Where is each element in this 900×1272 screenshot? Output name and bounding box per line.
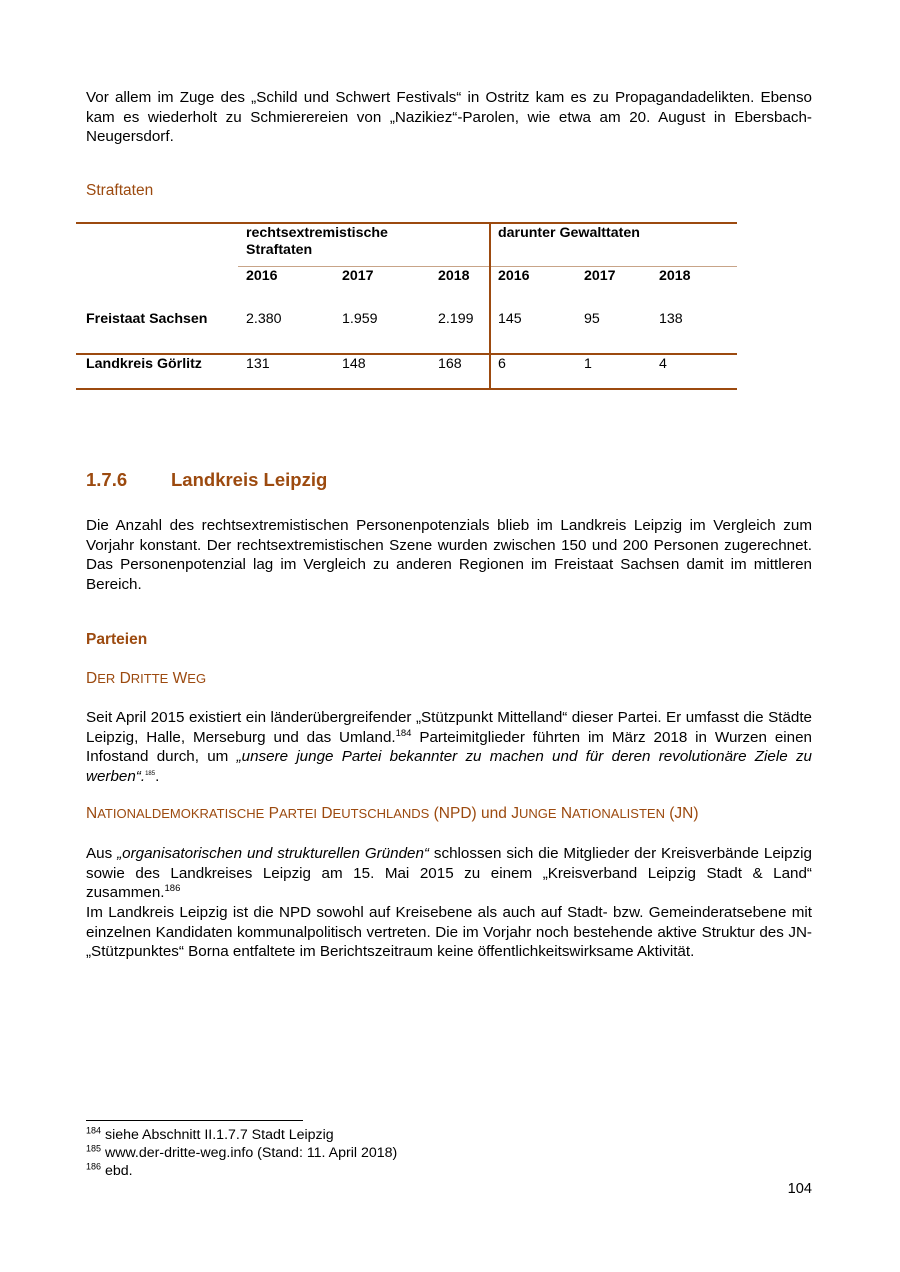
table-cell: 4 bbox=[659, 356, 667, 372]
intro-paragraph: Vor allem im Zuge des „Schild und Schwert Festivals“ in Ostritz kam es zu Propagandadelikten. Ebenso kam es wiederholt zu Schmierereien von „Nazikiez“-Parolen, wie etwa am 20. August in Ebersbach-Neugersdorf. bbox=[86, 89, 812, 146]
paragraph-text: schlossen sich die Mitglieder der Kreisverbände Leipzig sowie des Landkreises Leipzig am 15. Mai 2015 zu einem „Kreisverband Leipzig Stadt & Land“ zusammen. bbox=[86, 845, 813, 902]
heading-smallcaps: RITTE bbox=[130, 671, 169, 686]
table-header-rule bbox=[238, 266, 737, 267]
year-header: 2018 bbox=[438, 268, 470, 284]
heading-letter: W bbox=[172, 670, 188, 687]
page-number: 104 bbox=[787, 1181, 812, 1197]
table-bottom-rule bbox=[76, 388, 737, 390]
footnote-number: 185 bbox=[86, 1143, 102, 1154]
parteien-heading: Parteien bbox=[86, 631, 148, 648]
paragraph-text: Parteimitglieder führten im März 2018 in Wurzen einen Infostand durch, um bbox=[86, 728, 812, 766]
table-cell: 1.959 bbox=[342, 311, 378, 327]
section-heading bbox=[86, 469, 328, 491]
heading-letter: N bbox=[560, 805, 573, 822]
year-header: 2017 bbox=[342, 268, 374, 284]
table-cell: 145 bbox=[498, 311, 522, 327]
section-number: 1.7.6 bbox=[86, 469, 128, 490]
heading-smallcaps: ATIONALISTEN bbox=[572, 806, 665, 821]
footnote-text: siehe Abschnitt II.1.7.7 Stadt Leipzig bbox=[101, 1127, 334, 1143]
paragraph-text: . bbox=[155, 767, 160, 785]
heading-letter: D bbox=[86, 670, 98, 687]
footnote-ref: 184 bbox=[395, 727, 412, 739]
table-cell: 6 bbox=[498, 356, 506, 372]
heading-smallcaps: EG bbox=[187, 671, 207, 686]
quote-text: „unsere junge Partei bekannter zu machen und für deren revolutionäre Ziele zu werben“. bbox=[86, 748, 812, 785]
footnote-number: 184 bbox=[86, 1125, 102, 1136]
table-cell: 148 bbox=[342, 356, 366, 372]
paragraph-text: Seit April 2015 existiert ein länderübergreifender „Stützpunkt Mittelland“ dieser Partei. Er umfasst die Städte Leipzig, Halle, Merseburg und das Umland. bbox=[86, 709, 812, 746]
npd-paragraph-1 bbox=[86, 844, 812, 903]
footnote-number: 186 bbox=[86, 1161, 102, 1172]
paragraph-text: Aus bbox=[86, 845, 118, 862]
dritte-weg-heading bbox=[86, 670, 206, 688]
table-cell: 95 bbox=[584, 311, 600, 327]
year-header: 2016 bbox=[246, 268, 278, 284]
heading-text: (JN) bbox=[664, 805, 699, 822]
footnote-text: www.der-dritte-weg.info (Stand: 11. April 2018) bbox=[101, 1145, 398, 1161]
year-header: 2017 bbox=[584, 268, 616, 284]
column-group-gewalttaten: darunter Gewalttaten bbox=[498, 225, 640, 241]
heading-smallcaps: ARTEI bbox=[278, 806, 318, 821]
footnote bbox=[86, 1163, 133, 1180]
heading-smallcaps: ER bbox=[97, 671, 116, 686]
straftaten-heading: Straftaten bbox=[86, 182, 154, 199]
year-header: 2018 bbox=[659, 268, 691, 284]
table-cell: 2.380 bbox=[246, 311, 282, 327]
table-cell: 2.199 bbox=[438, 311, 474, 327]
section-title: Landkreis Leipzig bbox=[171, 469, 328, 490]
footnote bbox=[86, 1127, 334, 1144]
year-header: 2016 bbox=[498, 268, 530, 284]
straftaten-table bbox=[76, 222, 737, 390]
quote-text: „organisatorischen und strukturellen Gründen“ bbox=[117, 845, 429, 862]
section-paragraph: Die Anzahl des rechtsextremistischen Personenpotenzials blieb im Landkreis Leipzig im Vergleich zum Vorjahr konstant. Der rechtsextremistischen Szene wurden zwischen 150 und 200 Personen zugerechnet. Das Personenpotenzial lag im Vergleich zu anderen Regionen im Freistaat Sachsen damit im mittleren Bereich. bbox=[86, 517, 812, 593]
table-cell: 138 bbox=[659, 311, 683, 327]
table-cell: 131 bbox=[246, 356, 270, 372]
heading-letter: N bbox=[86, 805, 98, 822]
footnote bbox=[86, 1145, 397, 1162]
table-vertical-rule bbox=[489, 222, 491, 390]
row-label: Freistaat Sachsen bbox=[86, 311, 208, 327]
dritte-weg-paragraph bbox=[86, 708, 812, 786]
footnote-ref: 186 bbox=[164, 883, 181, 895]
row-label: Landkreis Görlitz bbox=[86, 356, 202, 372]
table-cell: 168 bbox=[438, 356, 462, 372]
footnote-text: ebd. bbox=[101, 1163, 133, 1179]
table-top-rule bbox=[76, 222, 737, 224]
column-group-rechtsextremistische: rechtsextremistische Straftaten bbox=[246, 225, 388, 258]
footnote-ref: 185 bbox=[145, 770, 156, 777]
npd-paragraph-2: Im Landkreis Leipzig ist die NPD sowohl auf Kreisebene als auch auf Stadt- bzw. Gemeinderatsebene mit einzelnen Kandidaten kommunalpolitisch vertreten. Die im Vorjahr noch bestehende aktive Struktur des JN-„Stützpunktes“ Borna entfaltete im Berichtszeitraum keine öffentlichkeitswirksame Aktivität. bbox=[86, 904, 812, 961]
table-row-rule bbox=[76, 353, 737, 355]
table-cell: 1 bbox=[584, 356, 592, 372]
footnote-separator bbox=[86, 1120, 303, 1121]
heading-smallcaps: ATIONALDEMOKRATISCHE bbox=[97, 806, 265, 821]
heading-smallcaps: EUTSCHLANDS bbox=[332, 806, 430, 821]
heading-text: (NPD) und bbox=[429, 805, 512, 822]
npd-heading bbox=[86, 805, 699, 823]
heading-letter: J bbox=[511, 805, 519, 822]
heading-letter: D bbox=[321, 805, 333, 822]
heading-letter: D bbox=[119, 670, 131, 687]
heading-smallcaps: UNGE bbox=[518, 806, 557, 821]
heading-letter: P bbox=[268, 805, 279, 822]
